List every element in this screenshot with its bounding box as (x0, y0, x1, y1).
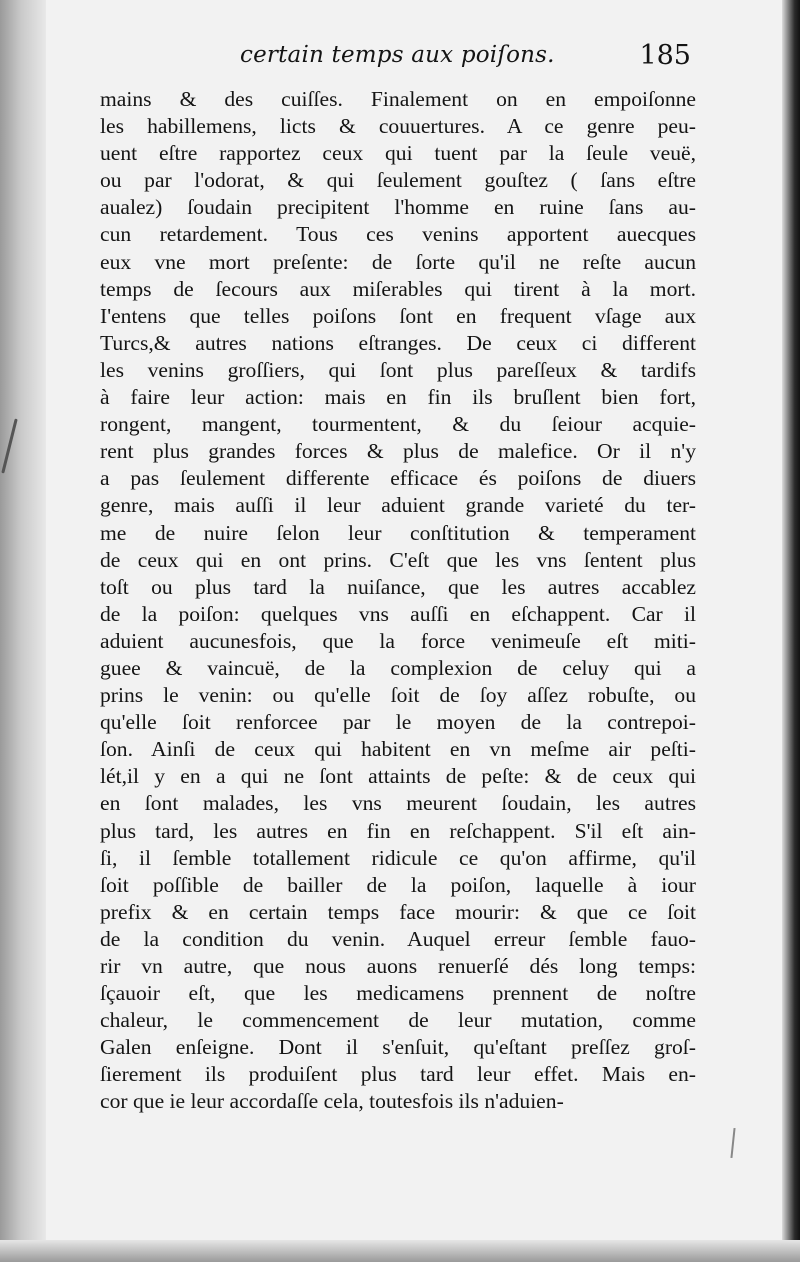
gutter-shadow (0, 0, 46, 1262)
page-edge-shadow (782, 0, 800, 1262)
text-line: me de nuire ſelon leur conſtitution & temperament (100, 520, 696, 545)
text-line: prefix & en certain temps face mourir: & que ce ſoit (100, 899, 696, 924)
text-line: guee & vaincuë, de la complexion de celuy qui a (100, 655, 696, 680)
text-line: de la poiſon: quelques vns auſſi en eſchappent. Car il (100, 601, 696, 626)
bottom-edge-shadow (0, 1240, 800, 1262)
text-line: ſoit poſſible de bailler de la poiſon, laquelle à iour (100, 872, 696, 897)
text-line: de la condition du venin. Auquel erreur ſemble fauo- (100, 926, 696, 951)
text-line: à faire leur action: mais en fin ils bruſlent bien fort, (100, 385, 696, 410)
text-line: de ceux qui en ont prins. C'eſt que les vns ſentent plus (100, 547, 696, 572)
text-line: ſçauoir eſt, que les medicamens prennent de noſtre (100, 981, 696, 1006)
text-line: chaleur, le commencement de leur mutation, comme (100, 1008, 696, 1033)
page-number: 185 (639, 40, 691, 71)
text-line: mains & des cuiſſes. Finalement on en empoiſonne (100, 87, 696, 111)
text-line: Turcs,& autres nations eſtranges. De ceux ci different (100, 330, 696, 355)
text-line: rent plus grandes forces & plus de malefice. Or il n'y (100, 439, 696, 464)
text-line: rongent, mangent, tourmentent, & du ſeiour acquie- (100, 412, 696, 437)
text-line: qu'elle ſoit renforcee par le moyen de la contrepoi- (100, 710, 696, 735)
text-line: ſierement ils produiſent plus tard leur effet. Mais en- (100, 1062, 696, 1087)
text-line: Galen enſeigne. Dont il s'enſuit, qu'eſtant preſſez groſ- (100, 1035, 696, 1060)
text-line: plus tard, les autres en fin en reſchappent. S'il eſt ain- (100, 818, 696, 843)
text-line: ou par l'odorat, & qui ſeulement gouſtez ( ſans eſtre (100, 168, 696, 193)
text-line: a pas ſeulement differente efficace és poiſons de diuers (100, 466, 696, 491)
text-line: eux vne mort preſente: de ſorte qu'il ne reſte aucun (100, 249, 696, 274)
text-line: ſi, il ſemble totallement ridicule ce qu'on affirme, qu'il (100, 845, 696, 870)
text-line: toſt ou plus tard la nuiſance, que les autres accablez (100, 574, 696, 599)
text-line: prins le venin: ou qu'elle ſoit de ſoy aſſez robuſte, ou (100, 683, 696, 708)
text-line: I'entens que telles poiſons ſont en frequent vſage aux (100, 303, 696, 328)
running-head (100, 38, 695, 78)
text-line: aduient aucunesfois, que la force venimeuſe eſt miti- (100, 628, 696, 653)
body-text (100, 86, 696, 1116)
text-line: en ſont malades, les vns meurent ſoudain, les autres (100, 791, 696, 816)
text-line: lét,il y en a qui ne ſont attaints de peſte: & de ceux qui (100, 764, 696, 789)
text-line: genre, mais auſſi il leur aduient grande varieté du ter- (100, 493, 696, 518)
text-line: cun retardement. Tous ces venins apportent auecques (100, 222, 696, 247)
text-line: temps de ſecours aux miſerables qui tirent à la mort. (100, 276, 696, 301)
text-line: rir vn autre, que nous auons renuerſé dés long temps: (100, 954, 696, 978)
text-line: ſon. Ainſi de ceux qui habitent en vn meſme air peſti- (100, 737, 696, 762)
running-head-title: certain temps aux poiſons. (240, 42, 555, 68)
text-line: les habillemens, licts & couuertures. A ce genre peu- (100, 114, 696, 139)
text-line: aualez) ſoudain precipitent l'homme en ruine ſans au- (100, 195, 696, 220)
margin-ink-mark-right (730, 1128, 735, 1158)
text-line: cor que ie leur accordaſſe cela, toutesfois ils n'aduien- (100, 1089, 564, 1114)
text-line: les venins groſſiers, qui ſont plus pareſſeux & tardifs (100, 357, 696, 382)
text-line: uent eſtre rapportez ceux qui tuent par la ſeule veuë, (100, 141, 696, 166)
